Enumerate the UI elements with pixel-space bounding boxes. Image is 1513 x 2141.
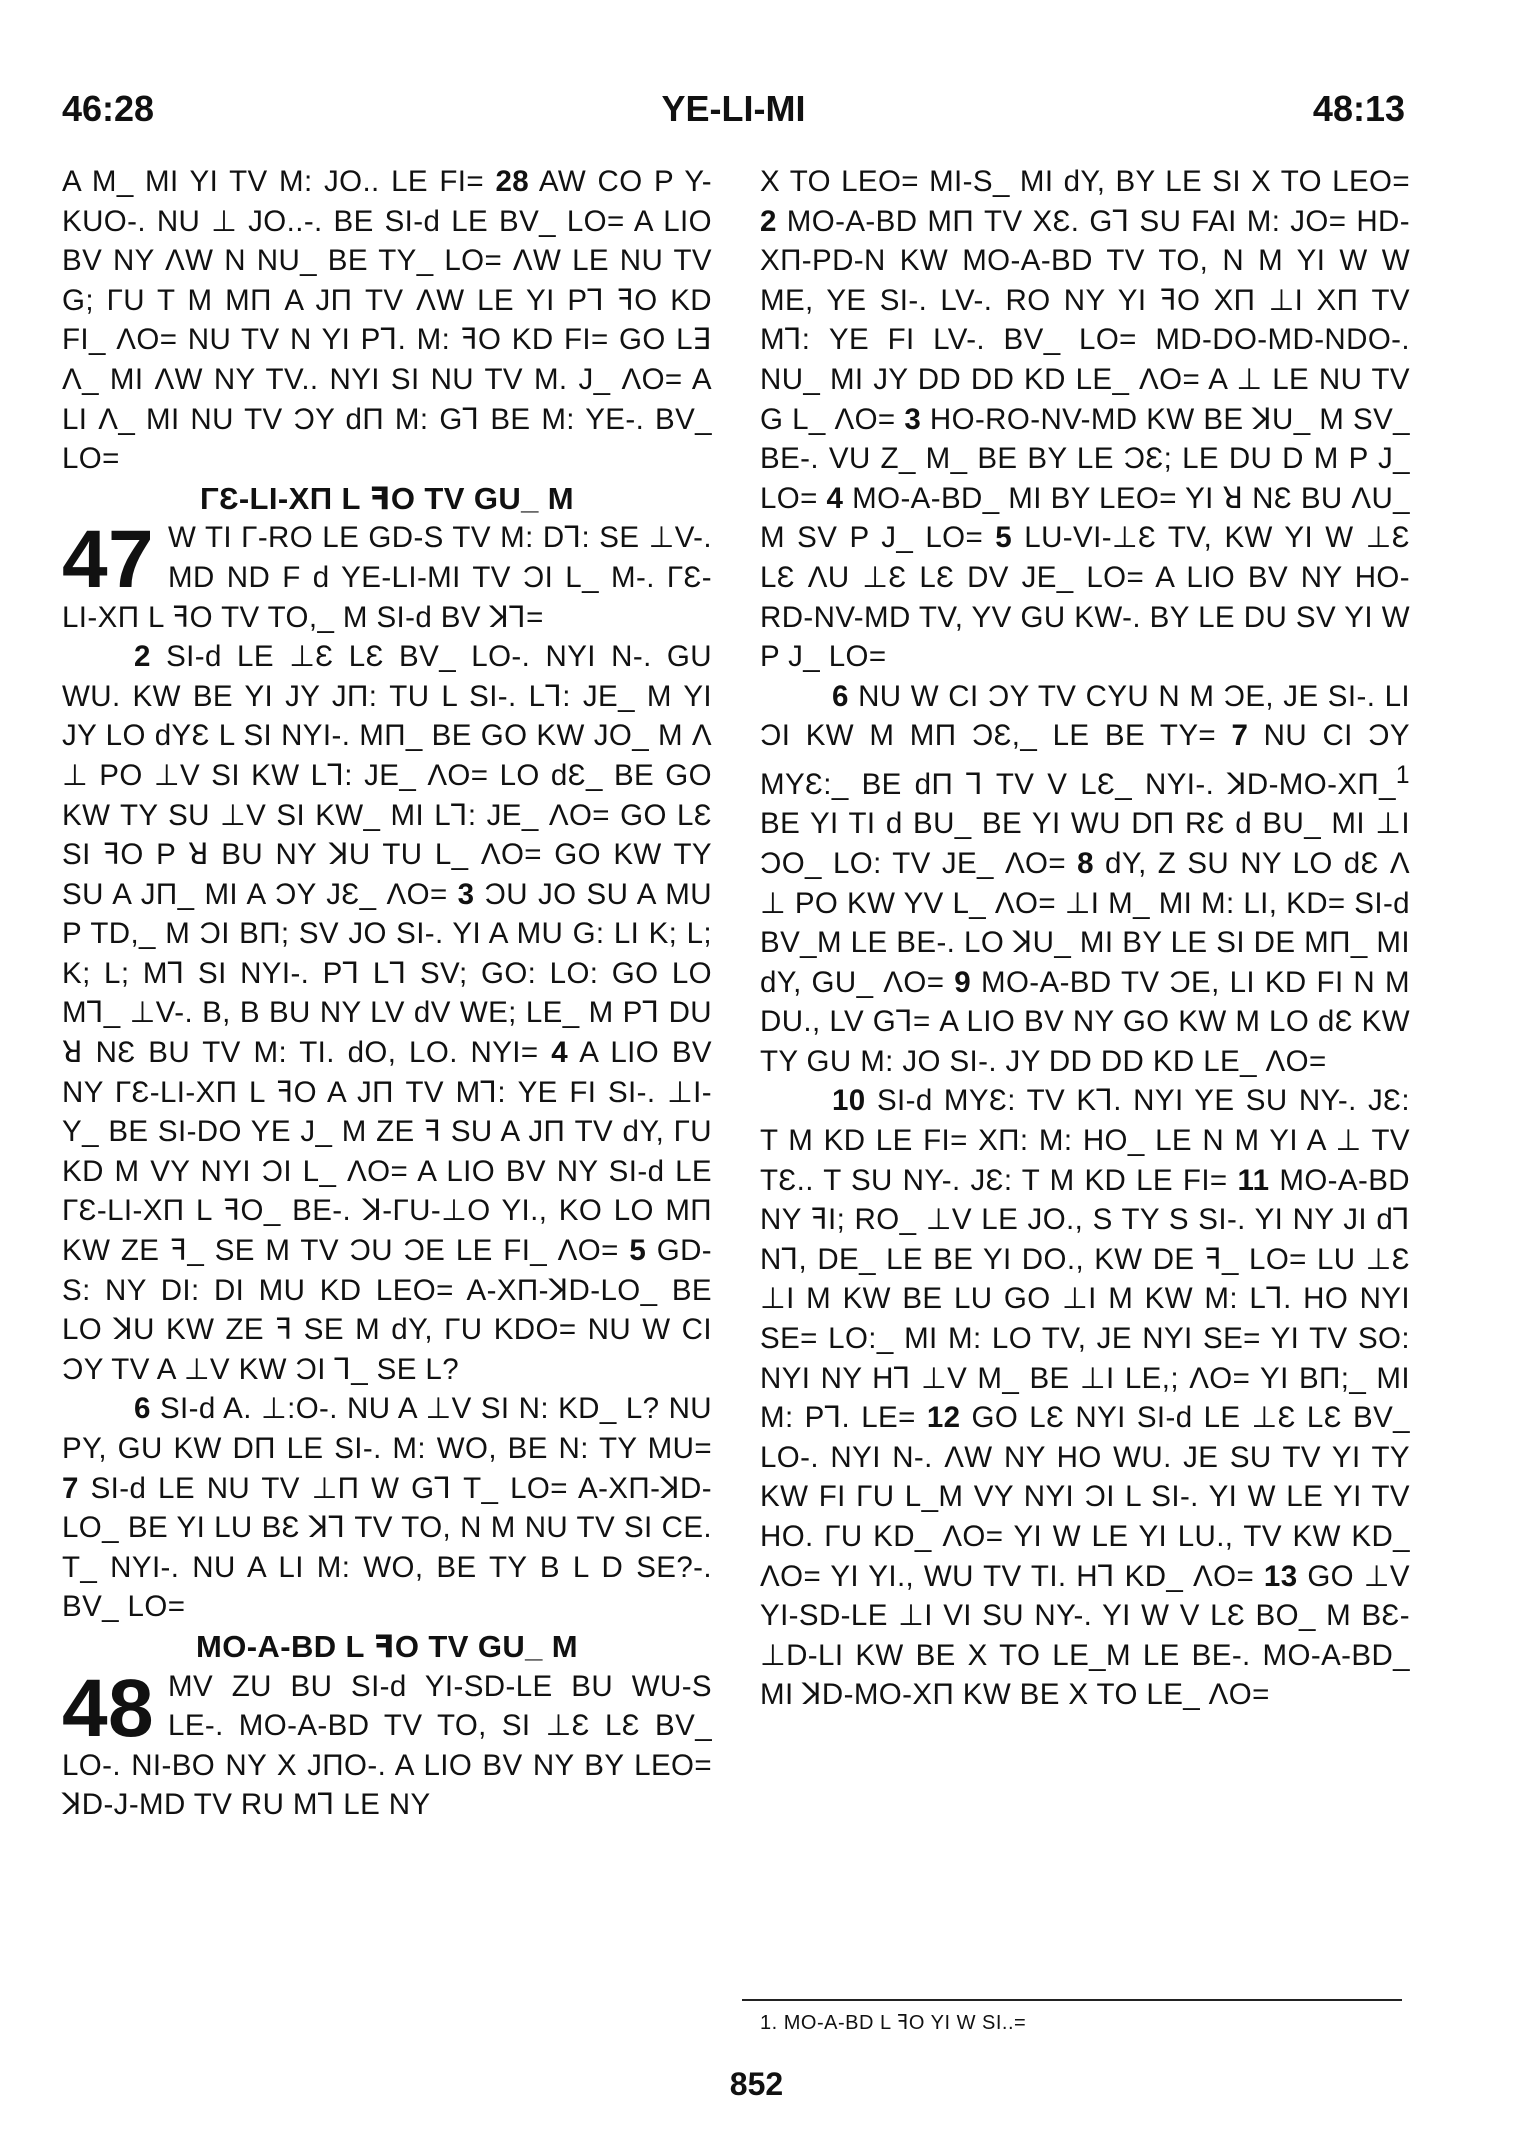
text-run: MO-A-BD_ MI BY LEO= YI ꓤ NƐ BU ΛU_ M SV P J_ LO= bbox=[760, 481, 1410, 555]
verse-number: 10 bbox=[832, 1084, 866, 1118]
text-run: NU CI ƆY MYƐ:_ BE dΠ ꓶ TV V LƐ_ NYI-. ꓘD-MO-XΠ_ bbox=[760, 719, 1410, 801]
verse-number: 3 bbox=[457, 877, 475, 911]
chapter-paragraph bbox=[62, 1662, 712, 1825]
paragraph bbox=[760, 677, 1410, 1082]
verse-number: 7 bbox=[62, 1471, 79, 1505]
text-run: MV ZU BU SI-d YI-SD-LE BU WU-S LE-. MO-A-BD TV TO, SI ⊥Ɛ LƐ BV_ LO-. NI-BO NY X JΠO-. A LIO BV NY BY LEO= ꓘD-J-MD TV RU Mꓶ LE NY bbox=[62, 1669, 712, 1822]
text-run: W TI Γ-RO LE GD-S TV M: Dꓶ: SE ⊥V-. MD ND F d YE-LI-MI TV ƆI L_ M-. ΓƐ-LI-XΠ L ꟻO TV TO,_ M SI-d BV ꓘꓶ= bbox=[62, 521, 712, 634]
chapter-paragraph bbox=[62, 514, 712, 637]
footnote-divider bbox=[742, 1999, 1402, 2001]
verse-number: 6 bbox=[134, 1392, 151, 1426]
text-run: ƆU JO SU A MU P TD,_ M ƆI BΠ; SV JO SI-. YI A MU G: LI K; L; K; L; Mꓶ SI NYI-. Pꓶ Lꓶ SV; GO: LO: GO LO Mꓶ_ ⊥V-. B, B BU NY LV dV WE; LE_ M Pꓶ DU ꓤ NƐ BU TV M: TI. dO, LO. NYI= bbox=[62, 877, 712, 1070]
paragraph bbox=[62, 1389, 712, 1627]
verse-number: 11 bbox=[1237, 1163, 1270, 1197]
text-run: NU W CI ƆY TV CYU N M ƆE, JE SI-. LI ƆI KW M MΠ ƆƐ,_ LE BE TY= bbox=[760, 679, 1410, 753]
verse-number: 13 bbox=[1263, 1559, 1298, 1593]
verse-number: 2 bbox=[134, 640, 151, 674]
text-run: SI-d LE ⊥Ɛ LƐ BV_ LO-. NYI N-. GU WU. KW BE YI JY JΠ: TU L SI-. Lꓶ: JE_ M YI JY LO dYƐ L SI NYI-. MΠ_ BE GO KW JO_ M Λ ⊥ PO ⊥V SI KW Lꓶ: JE_ ΛO= LO dƐ_ BE GO KW TY SU ⊥V SI KW_ MI Lꓶ: JE_ ΛO= GO LƐ SI ꟻO P ꓤ BU NY ꓘU TU L_ ΛO= GO KW TY SU A JΠ_ MI A ƆY JƐ_ ΛO= bbox=[62, 640, 712, 911]
chapter-number: 48 bbox=[62, 1662, 155, 1754]
text-run: X TO LEO= MI-S_ MI dY, BY LE SI X TO LEO= bbox=[760, 165, 1410, 198]
text-run: HO-RO-NV-MD KW BE ꓘU_ M SV_ BE-. VU Z_ M_ BE BY LE ƆƐ; LE DU D M P J_ LO= bbox=[760, 402, 1410, 515]
footnote: 1. MO-A-BD L ꟻO YI W SI..= bbox=[760, 2012, 1027, 2034]
text-run: SI-d MYƐ: TV Kꓶ. NYI YE SU NY-. JƐ: T M KD LE FI= XΠ: M: HO_ LE N M YI A ⊥ TV TƐ.. T SU NY-. JƐ: T M KD LE FI= bbox=[760, 1084, 1410, 1197]
section-heading: ΓƐ-LI-XΠ L ꟻO TV GU_ M bbox=[199, 480, 575, 516]
verse-number: 12 bbox=[926, 1401, 961, 1435]
text-run: MO-A-BD NY ꟻI; RO_ ⊥V LE JO., S TY S SI-. YI NY JI dꓶ Nꓶ, DE_ LE BE YI DO., KW DE ꟻ_ LO= LU ⊥Ɛ ⊥I M KW BE LU GO ⊥I M KW M: Lꓶ. HO NYI SE= LO:_ MI M: LO TV, JE NYI SE= YI TV SO: NYI NY Hꓶ ⊥V M_ BE ⊥I LE,; ΛO= YI BΠ;_ MI M: Pꓶ. LE= bbox=[760, 1163, 1410, 1435]
section-heading: MO-A-BD L ꟻO TV GU_ M bbox=[195, 1628, 579, 1664]
paragraph bbox=[760, 162, 1410, 677]
verse-number: 7 bbox=[1231, 719, 1249, 753]
text-run: dY, Z SU NY LO dƐ Λ ⊥ PO KW YV L_ ΛO= ⊥I M_ MI M: LI, KD= SI-d BV_M LE BE-. LO ꓘU_ MI BY LE SI DE MΠ_ MI dY, GU_ ΛO= bbox=[760, 846, 1410, 999]
verse-number: 9 bbox=[954, 965, 972, 999]
text-run: BE YI TI d BU_ BE YI WU DΠ RƐ d BU_ MI ⊥I ƆO_ LO: TV JE_ ΛO= bbox=[760, 807, 1410, 880]
text-run: GD-S: NY DI: DI MU KD LEO= A-XΠ-ꓘD-LO_ BE LO ꓘU KW ZE ꟻ SE M dY, ΓU KDO= NU W CI ƆY TV A ⊥V KW ƆI ꓶ_ SE L? bbox=[62, 1234, 712, 1386]
text-run: GO LƐ NYI SI-d LE ⊥Ɛ LƐ BV_ LO-. NYI N-. ΛW NY HO WU. JE SU TV YI TY KW FI ΓU L_M VY NYI ƆI L SI-. YI W LE YI TV HO. ΓU KD_ ΛO= YI W LE YI LU., TV KW KD_ ΛO= YI YI., WU TV TI. Hꓶ KD_ ΛO= bbox=[760, 1401, 1410, 1593]
left-column bbox=[62, 162, 712, 1825]
running-head-right-reference: 48:13 bbox=[1312, 88, 1405, 129]
verse-number: 6 bbox=[832, 679, 849, 713]
paragraph bbox=[62, 637, 712, 1389]
verse-number: 5 bbox=[995, 521, 1013, 555]
verse-number: 8 bbox=[1077, 846, 1094, 880]
chapter-number: 47 bbox=[62, 514, 155, 606]
paragraph bbox=[760, 1081, 1410, 1715]
verse-number: 4 bbox=[551, 1036, 569, 1070]
text-run: A LIO BV NY ΓƐ-LI-XΠ L ꟻO A JΠ TV Mꓶ: YE FI SI-. ⊥I-Y_ BE SI-DO YE J_ M ZE ꟻ SU A JΠ TV dY, ΓU KD M VY NYI ƆI L_ ΛO= A LIO BV NY SI-d LE ΓƐ-LI-XΠ L ꟻO_ BE-. ꓘ-ΓU-⊥O YI., KO LO MΠ KW ZE ꟻ_ SE M TV ƆU ƆE LE FI_ ΛO= bbox=[62, 1036, 713, 1268]
text-run: LU-VI-⊥Ɛ TV, KW YI W ⊥Ɛ LƐ ΛU ⊥Ɛ LƐ DV JE_ LO= A LIO BV NY HO-RD-NV-MD TV, YV GU KW-. BY LE DU SV YI W P J_ LO= bbox=[760, 521, 1410, 674]
verse-number: 3 bbox=[904, 402, 922, 436]
right-column bbox=[760, 162, 1410, 1715]
text-run: MO-A-BD TV ƆE, LI KD FI N M DU., LV Gꓶ= A LIO BV NY GO KW M LO dƐ KW TY GU M: JO SI-. JY DD DD KD LE_ ΛO= bbox=[760, 965, 1410, 1078]
running-head-title: YE-LI-MI bbox=[661, 88, 806, 129]
page-header bbox=[62, 88, 1405, 138]
verse-number: 2 bbox=[760, 204, 777, 238]
verse-number: 5 bbox=[629, 1234, 647, 1268]
text-run: AW CO P Y-KUO-. NU ⊥ JO..-. BE SI-d LE BV_ LO= A LIO BV NY ΛW N NU_ BE TY_ LO= ΛW LE NU TV G; ΓU T M MΠ A JΠ TV ΛW LE YI Pꓶ ꟻO KD FI_ ΛO= NU TV N YI Pꓶ. M: ꟻO KD FI= GO Lꓱ Λ_ MI ΛW NY TV.. NYI SI NU TV M. J_ ΛO= A LI Λ_ MI NU TV ƆY dΠ M: Gꓶ BE M: YE-. BV_ LO= bbox=[62, 165, 712, 476]
verse-number: 28 bbox=[495, 165, 530, 198]
text-run: MO-A-BD MΠ TV XƐ. Gꓶ SU FAI M: JO= HD-XΠ-PD-N KW MO-A-BD TV TO, N M YI W W ME, YE SI-. LV-. RO NY YI ꟻO XΠ ⊥I XΠ TV Mꓶ: YE FI LV-. BV_ LO= MD-DO-MD-NDO-. NU_ MI JY DD DD KD LE_ ΛO= A ⊥ LE NU TV G L_ ΛO= bbox=[760, 204, 1410, 436]
text-run: SI-d A. ⊥:O-. NU A ⊥V SI N: KD_ L? NU PY, GU KW DΠ LE SI-. M: WO, BE N: TY MU= bbox=[62, 1392, 712, 1465]
paragraph bbox=[62, 162, 712, 479]
page-number: 852 bbox=[729, 2066, 784, 2102]
verse-number: 4 bbox=[826, 481, 844, 515]
text-run: A M_ MI YI TV M: JO.. LE FI= bbox=[62, 165, 485, 198]
text-run: GO ⊥V YI-SD-LE ⊥I VI SU NY-. YI W V LƐ BO_ M BƐ-⊥D-LI KW BE X TO LE_M LE BE-. MO-A-BD_ MI ꓘD-MO-XΠ KW BE X TO LE_ ΛO= bbox=[760, 1559, 1410, 1712]
running-head-left-reference: 46:28 bbox=[62, 88, 155, 129]
footnote-marker[interactable]: 1 bbox=[1395, 761, 1410, 789]
text-run: SI-d LE NU TV ⊥Π W Gꓶ T_ LO= A-XΠ-ꓘD-LO_ BE YI LU BƐ ꓘꓶ TV TO, N M NU TV SI CE. T_ NYI-. NU A LI M: WO, BE TY B L D SE?-. BV_ LO= bbox=[62, 1471, 712, 1624]
